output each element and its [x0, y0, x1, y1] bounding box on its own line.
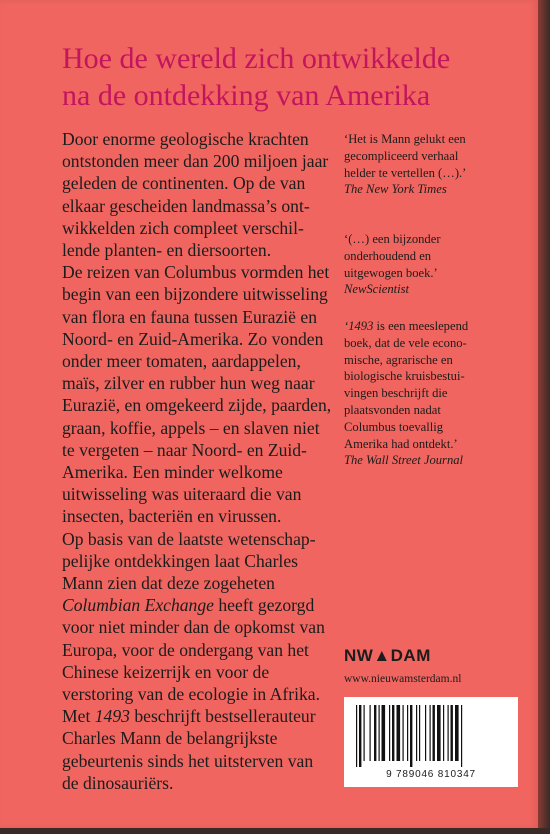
text-line — [344, 131, 534, 148]
text-run: onderhoudend en — [344, 248, 432, 263]
text-line — [62, 772, 352, 794]
text-run: te vergeten – naar Noord- en Zuid- — [62, 439, 307, 460]
text-line — [344, 368, 534, 385]
book-edge-bottom — [0, 828, 550, 834]
text-run: Met — [62, 706, 95, 727]
text-run: mische, agrarische en — [344, 352, 453, 367]
text-run: Op basis van de laatste wetenschap- — [62, 528, 316, 549]
text-run: ontstonden meer dan 200 miljoen jaar — [62, 151, 329, 172]
text-line — [62, 283, 352, 305]
barcode-bar — [356, 705, 357, 767]
barcode-bar — [382, 705, 386, 761]
text-line — [344, 436, 534, 453]
text-line — [62, 750, 352, 772]
text-run: Amerika had ontdekt.’ — [344, 436, 458, 451]
text-run: pelijke ontdekkingen laat Charles — [62, 550, 298, 571]
text-line — [62, 328, 352, 350]
text-run: gecompliceerd verhaal — [344, 148, 459, 163]
text-run: Charles Mann de belangrijkste — [62, 728, 278, 749]
barcode-bar — [407, 705, 408, 761]
barcode-bar — [451, 705, 453, 761]
text-run: vingen beschrijft die — [344, 386, 448, 401]
quote-source: The Wall Street Journal — [344, 453, 464, 468]
text-run: Noord- en Zuid-Amerika. Zo vonden — [62, 328, 324, 349]
text-run: boek, dat de vele econo- — [344, 335, 467, 350]
barcode-bar — [455, 705, 459, 761]
text-line — [344, 352, 534, 369]
text-run: maïs, zilver en rubber hun weg naar — [62, 373, 315, 394]
barcode-bar — [374, 705, 376, 761]
text-run: geleden de continenten. Op de van — [62, 173, 306, 194]
text-line — [344, 248, 534, 265]
text-line — [62, 528, 352, 550]
text-run: plaatsvonden nadat — [344, 402, 441, 417]
publisher-logo: NW▲DAM — [344, 646, 431, 665]
text-run: onder meer tomaten, aardappelen, — [62, 351, 301, 372]
text-run: Door enorme geologische krachten — [62, 129, 309, 149]
barcode-bar — [419, 705, 420, 761]
barcode-bar — [416, 705, 417, 761]
text-line — [62, 372, 352, 394]
barcode-bar — [410, 705, 412, 767]
text-run: begin van een bijzondere uitwisseling — [62, 284, 328, 305]
text-line — [344, 265, 534, 282]
barcode-bar — [379, 705, 380, 761]
barcode-bar — [392, 705, 394, 761]
publisher-url: www.nieuwamsterdam.nl — [344, 673, 462, 685]
text-line — [62, 727, 352, 749]
review-quote — [344, 318, 534, 469]
text-line — [344, 335, 534, 352]
barcode-bar — [437, 705, 441, 761]
text-line — [62, 439, 352, 461]
barcode-bar — [433, 705, 435, 761]
barcode-bar — [389, 705, 390, 761]
review-quote — [344, 231, 534, 298]
text-line — [62, 239, 352, 261]
barcode-bar — [430, 705, 431, 761]
text-line — [344, 318, 534, 335]
text-run: wikkelden zich compleet verschil- — [62, 217, 304, 238]
text-line — [62, 217, 352, 239]
quote-source: NewScientist — [344, 282, 410, 297]
blurb-text — [62, 128, 352, 794]
text-run: ‘Het is Mann gelukt een — [344, 132, 466, 146]
text-run: heeft gezorgd — [213, 595, 315, 616]
text-run: beschrijft bestsellerauteur — [129, 706, 316, 727]
text-line — [62, 616, 352, 638]
barcode-bar — [425, 705, 426, 761]
text-line — [62, 461, 352, 483]
text-line — [62, 172, 352, 194]
text-run: graan, koffie, appels – en slaven niet — [62, 417, 320, 438]
text-line — [344, 148, 534, 165]
text-run: Europa, voor de ondergang van het — [62, 639, 309, 660]
text-line — [62, 483, 352, 505]
text-run: voor niet minder dan de opkomst van — [62, 617, 325, 638]
quote-source: The New York Times — [344, 182, 447, 197]
text-line — [62, 417, 352, 439]
headline — [62, 40, 532, 114]
italic-text: Columbian Exchange — [62, 595, 214, 616]
text-line — [62, 572, 352, 594]
barcode-bar — [448, 705, 449, 761]
italic-text: ‘1493 — [344, 319, 374, 333]
text-run: helder te vertellen (…).’ — [344, 165, 467, 180]
headline-line: Hoe de wereld zich ontwikkelde — [62, 42, 451, 75]
text-line — [62, 639, 352, 661]
text-run: ‘(…) een bijzonder — [344, 232, 441, 246]
text-line — [62, 505, 352, 527]
barcode-bar — [397, 705, 401, 761]
isbn-number: 9 789046 810347 — [386, 769, 476, 780]
text-run: verstoring van de ecologie in Afrika. — [62, 684, 320, 705]
text-run: Eurazië, en omgekeerd zijde, paarden, — [62, 395, 332, 416]
text-line — [62, 350, 352, 372]
text-run: Amerika. Een minder welkome — [62, 462, 283, 483]
text-line — [62, 594, 352, 616]
text-line — [344, 385, 534, 402]
text-run: is een meeslepend — [373, 319, 469, 333]
italic-text: 1493 — [94, 706, 130, 727]
text-run: uitwisseling was uiteraard die van — [62, 484, 302, 505]
text-run: de dinosauriërs. — [62, 772, 174, 793]
text-run: Columbus toevallig — [344, 419, 443, 434]
text-line — [62, 683, 352, 705]
barcode-bar — [370, 705, 371, 761]
text-run: van flora en fauna tussen Eurazië en — [62, 306, 317, 327]
barcode-bar — [403, 705, 404, 761]
text-line — [62, 195, 352, 217]
text-line — [344, 402, 534, 419]
text-run: Chinese keizerrijk en voor de — [62, 661, 270, 682]
barcode-bar — [443, 705, 444, 761]
text-line — [62, 661, 352, 683]
barcode-bar — [461, 705, 462, 767]
book-edge-right — [538, 0, 550, 834]
text-run: lende planten- en diersoorten. — [62, 240, 272, 261]
text-run: insecten, bacteriën en virussen. — [62, 506, 282, 527]
text-run: Mann zien dat deze zogeheten — [62, 573, 275, 594]
text-line — [62, 128, 352, 150]
text-line — [62, 150, 352, 172]
text-line — [62, 550, 352, 572]
headline-line: na de ontdekking van Amerika — [62, 79, 431, 112]
text-line — [62, 261, 352, 283]
text-line — [344, 231, 534, 248]
text-line — [344, 165, 534, 182]
text-line — [62, 306, 352, 328]
barcode-panel — [344, 697, 518, 787]
text-run: elkaar gescheiden landmassa’s ont- — [62, 195, 310, 216]
text-line — [62, 394, 352, 416]
barcode-bar — [364, 705, 365, 761]
barcode-bar — [359, 705, 361, 767]
review-quote — [344, 131, 534, 198]
barcode-image — [354, 705, 508, 767]
text-run: gebeurtenis sinds het uitsterven van — [62, 750, 314, 771]
text-run: De reizen van Columbus vormden het — [62, 262, 330, 283]
text-run: biologische kruisbestui- — [344, 369, 465, 384]
text-run: uitgewogen boek.’ — [344, 265, 438, 280]
text-line — [344, 419, 534, 436]
text-line — [62, 705, 352, 727]
